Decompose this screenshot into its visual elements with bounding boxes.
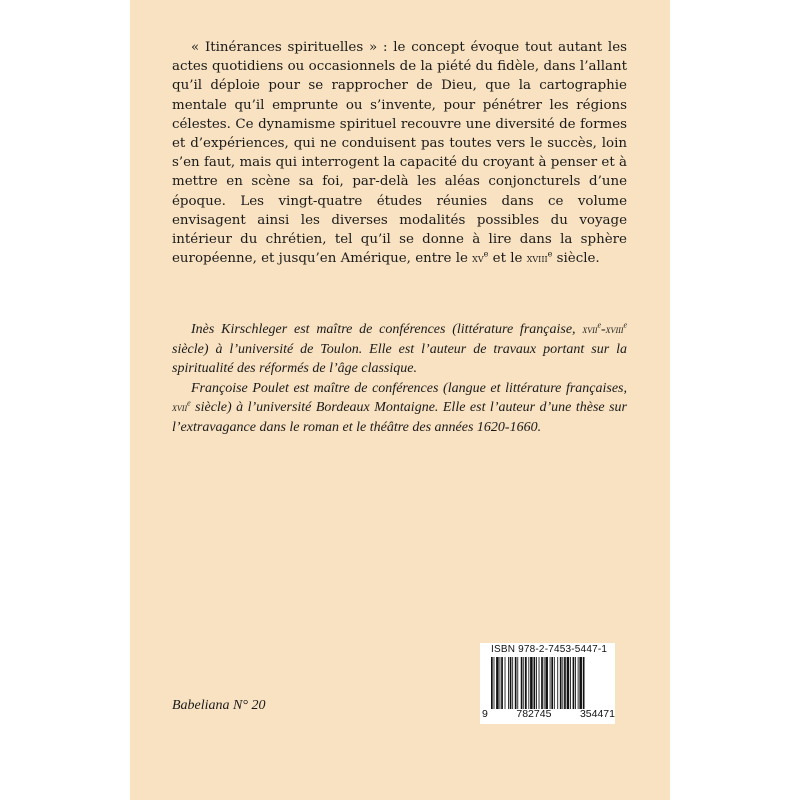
book-description [172, 38, 627, 268]
collection-label: Babeliana N° 20 [172, 698, 266, 713]
ean-digits [482, 708, 615, 720]
ean-digits-left: 782745 [516, 708, 552, 720]
bio-text: Inès Kirschleger est maître de conférences (littérature française, [191, 322, 583, 337]
bio-kirschleger [172, 320, 627, 379]
century-numeral: xvii [582, 322, 598, 336]
bio-text: siècle) à l’université Bordeaux Montaigne. Elle est l’auteur d’une thèse sur l’extravagance dans le roman et le théâtre des années 1620-1660. [172, 400, 627, 435]
barcode-icon [491, 657, 613, 709]
description-paragraph [172, 38, 627, 268]
ean-digit-first: 9 [482, 708, 488, 720]
description-text: et le [488, 251, 527, 267]
century-suffix: e [623, 320, 627, 330]
author-bios [172, 320, 627, 437]
century-numeral: xviii [605, 322, 624, 336]
bio-text: - [601, 322, 606, 337]
century-numeral: xviii [526, 251, 548, 266]
century-suffix: e [547, 249, 553, 259]
bio-text: Françoise Poulet est maître de conférences (langue et littérature françaises, [191, 380, 627, 396]
century-suffix: e [597, 320, 601, 330]
century-suffix: e [483, 249, 489, 259]
bio-poulet [172, 379, 627, 438]
isbn-label: ISBN 978-2-7453-5447-1 [491, 644, 608, 655]
description-text: « Itinérances spirituelles » : le concept évoque tout autant les actes quotidiens ou occasionnels de la piété du fidèle, dans l’allant qu’il déploie pour se rapprocher de Dieu, que la cartographie mentale qu’il emprunte ou s’invente, pour pénétrer les régions célestes. Ce dynamisme spirituel recouvre une diversité de formes et d’expériences, qui ne conduisent pas toutes vers le succès, loin s’en faut, mais qui interrogent la capacité du croyant à penser et à mettre en scène sa foi, par-delà les aléas conjoncturels d’une époque. Les vingt-quatre études réunies dans ce volume envisagent ainsi les diverses modalités possibles du voyage intérieur du chrétien, tel qu’il se donne à lire dans la sphère européenne, et jusqu’en Amérique, entre le [172, 40, 627, 267]
description-text: siècle. [552, 251, 600, 267]
century-numeral: xvii [172, 400, 188, 414]
bio-text: siècle) à l’université de Toulon. Elle est l’auteur de travaux portant sur la spiritualité des réformés de l’âge classique. [172, 341, 627, 376]
ean-digits-right: 354471 [579, 708, 615, 720]
century-suffix: e [187, 398, 191, 408]
century-numeral: xv [472, 251, 484, 266]
